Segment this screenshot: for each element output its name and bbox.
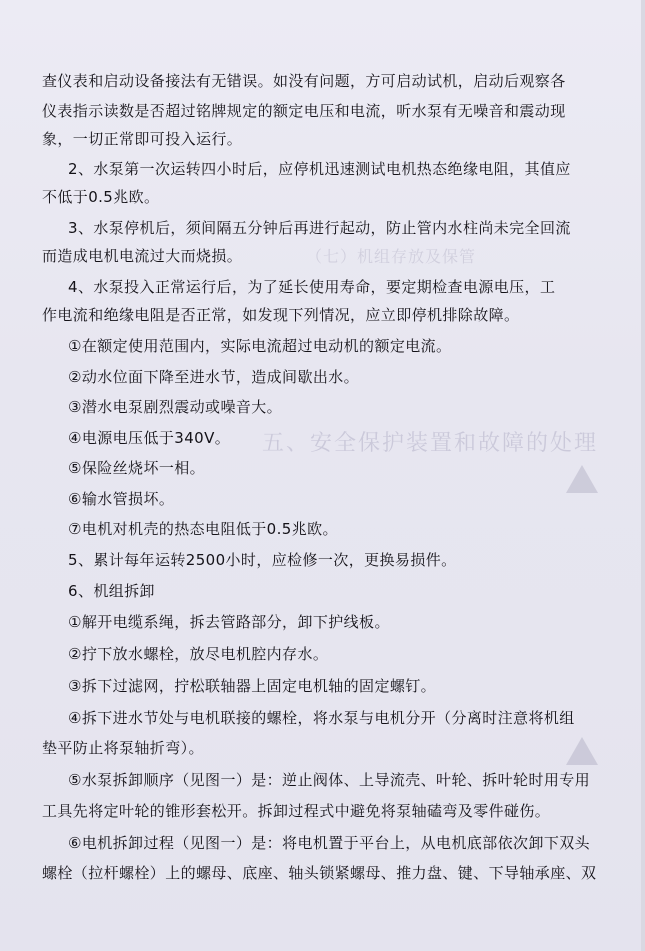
text-line: ⑤水泵拆卸顺序（见图一）是：逆止阀体、上导流壳、叶轮、拆叶轮时用专用	[68, 771, 591, 789]
text-line: 工具先将定叶轮的锥形套松开。拆卸过程式中避免将泵轴磕弯及零件碰伤。	[42, 802, 551, 820]
text-line: ④电源电压低于340V。	[68, 429, 231, 447]
text-line: ⑦电机对机壳的热态电阻低于0.5兆欧。	[68, 520, 338, 538]
text-line: 不低于0.5兆欧。	[42, 188, 160, 206]
text-line: ③潜水电泵剧烈震动或噪音大。	[68, 398, 283, 416]
text-line: ①在额定使用范围内，实际电流超过电动机的额定电流。	[68, 337, 452, 355]
text-line: ②拧下放水螺栓，放尽电机腔内存水。	[68, 645, 329, 663]
text-line: 象，一切正常即可投入运行。	[42, 130, 243, 148]
page-edge-shadow	[641, 0, 645, 951]
text-line: ③拆下过滤网，拧松联轴器上固定电机轴的固定螺钉。	[68, 677, 437, 695]
text-line: 垫平防止将泵轴折弯）。	[42, 739, 204, 757]
text-line: 3、水泵停机后，须间隔五分钟后再进行起动，防止管内水柱尚未完全回流	[68, 219, 571, 237]
text-line: ⑥电机拆卸过程（见图一）是：将电机置于平台上，从电机底部依次卸下双头	[68, 834, 591, 852]
text-line: ①解开电缆系绳，拆去管路部分，卸下护线板。	[68, 613, 390, 631]
text-line: 螺栓（拉杆螺栓）上的螺母、底座、轴头锁紧螺母、推力盘、键、下导轴承座、双	[42, 864, 597, 882]
text-line: ②动水位面下降至进水节，造成间歇出水。	[68, 368, 360, 386]
text-line: 2、水泵第一次运转四小时后，应停机迅速测试电机热态绝缘电阻，其值应	[68, 160, 571, 178]
text-line: 查仪表和启动设备接法有无错误。如没有问题，方可启动试机，启动后观察各	[42, 72, 566, 90]
text-line: 4、水泵投入正常运行后，为了延长使用寿命，要定期检查电源电压，工	[68, 278, 556, 296]
text-line: ⑤保险丝烧坏一相。	[68, 459, 206, 477]
show-through-subtitle: （七）机组存放及保管	[306, 247, 477, 266]
warning-triangle-icon	[566, 465, 598, 493]
text-line: 作电流和绝缘电阻是否正常，如发现下列情况，应立即停机排除故障。	[42, 306, 520, 324]
warning-triangle-icon	[566, 737, 598, 765]
text-line: ⑥输水管损坏。	[68, 490, 175, 508]
text-line: 5、累计每年运转2500小时，应检修一次，更换易损件。	[68, 551, 457, 569]
text-line: ④拆下进水节处与电机联接的螺栓，将水泵与电机分开（分离时注意将机组	[68, 709, 575, 727]
text-line: 仪表指示读数是否超过铭牌规定的额定电压和电流，听水泵有无噪音和震动现	[42, 102, 566, 120]
text-line: 6、机组拆卸	[68, 582, 155, 600]
show-through-title: 五、安全保护装置和故障的处理	[262, 431, 599, 456]
text-line: 而造成电机电流过大而烧损。	[42, 247, 243, 265]
